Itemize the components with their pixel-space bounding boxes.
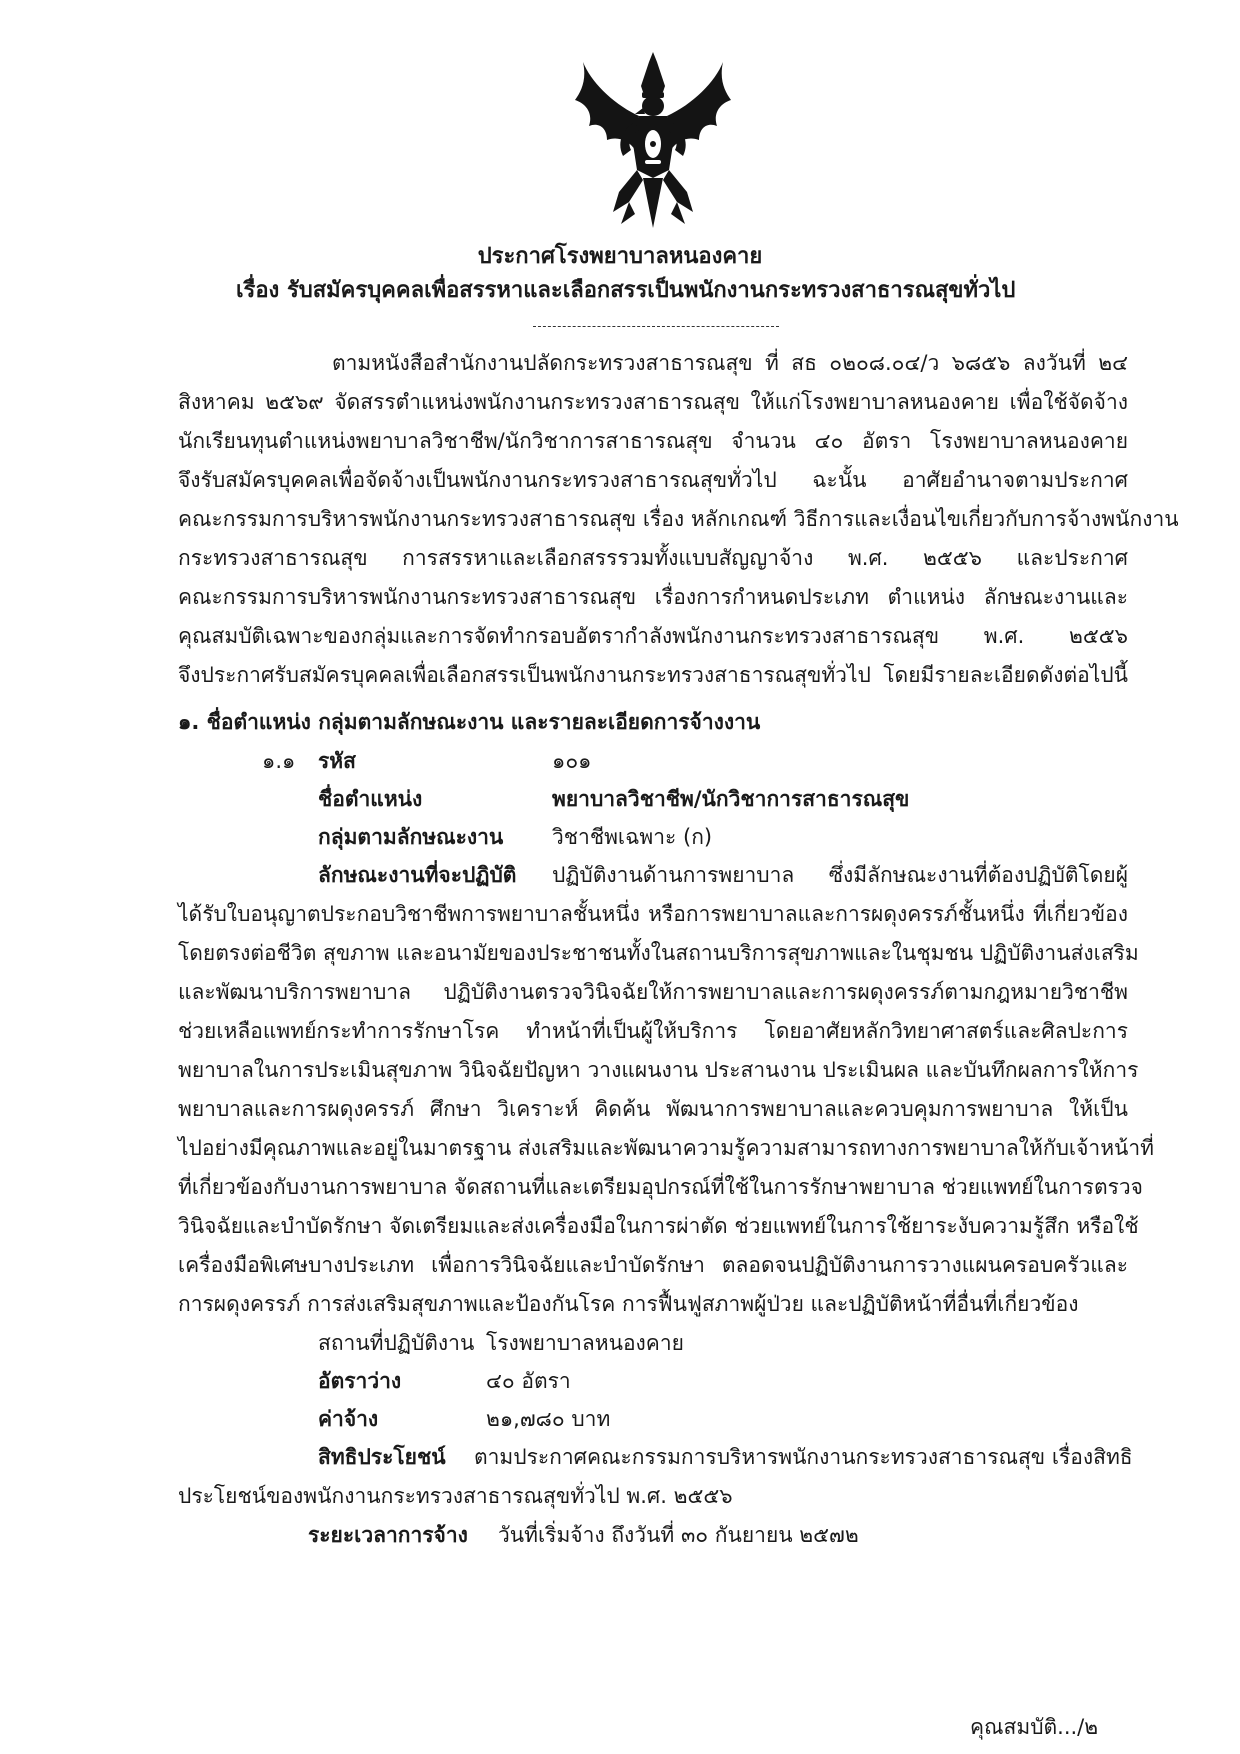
position-label: ชื่อตำแหน่ง bbox=[318, 787, 423, 811]
group-label: กลุ่มตามลักษณะงาน bbox=[318, 825, 504, 849]
garuda-emblem bbox=[573, 52, 733, 232]
duty-text-first: ปฏิบัติงานด้านการพยาบาล ซึ่งมีลักษณะงานที่ต้องปฏิบัติโดยผู้ bbox=[552, 863, 1128, 887]
duty-text-line: พยาบาลและการผดุงครรภ์ ศึกษา วิเคราะห์ คิดค้น พัฒนาการพยาบาลและควบคุมการพยาบาล ให้เป็น bbox=[178, 1097, 1128, 1121]
intro-line: กระทรวงสาธารณสุข การสรรหาและเลือกสรรรวมทั้งแบบสัญญาจ้าง พ.ศ. ๒๕๕๖ และประกาศ bbox=[178, 546, 1128, 570]
intro-line: สิงหาคม ๒๕๖๙ จัดสรรตำแหน่งพนักงานกระทรวงสาธารณสุข ให้แก่โรงพยาบาลหนองคาย เพื่อใช้จัดจ้าง bbox=[178, 390, 1128, 414]
duty-text-line: ช่วยเหลือแพทย์กระทำการรักษาโรค ทำหน้าที่เป็นผู้ให้บริการ โดยอาศัยหลักวิทยาศาสตร์และศิลปะการ bbox=[178, 1019, 1128, 1043]
wage-value: ๒๑,๗๘๐ บาท bbox=[486, 1407, 611, 1431]
intro-line: คณะกรรมการบริหารพนักงานกระทรวงสาธารณสุข เรื่อง หลักเกณฑ์ วิธีการและเงื่อนไขเกี่ยวกับการจ้างพนักงาน bbox=[178, 507, 1179, 531]
benefit-text-first: ตามประกาศคณะกรรมการบริหารพนักงานกระทรวงสาธารณสุข เรื่องสิทธิ bbox=[474, 1445, 1133, 1469]
intro-line: จึงประกาศรับสมัครบุคคลเพื่อเลือกสรรเป็นพนักงานกระทรวงสาธารณสุขทั่วไป โดยมีรายละเอียดดังต่อไปนี้ bbox=[178, 663, 1128, 687]
intro-line: จึงรับสมัครบุคคลเพื่อจัดจ้างเป็นพนักงานกระทรวงสาธารณสุขทั่วไป ฉะนั้น อาศัยอำนาจตามประกาศ bbox=[178, 468, 1128, 492]
duty-text-line: พยาบาลในการประเมินสุขภาพ วินิจฉัยปัญหา วางแผนงาน ประสานงาน ประเมินผล และบันทึกผลการให้การ bbox=[178, 1058, 1139, 1082]
announcement-subject: เรื่อง รับสมัครบุคคลเพื่อสรรหาและเลือกสรรเป็นพนักงานกระทรวงสาธารณสุขทั่วไป bbox=[236, 278, 1016, 303]
duty-text-line: การผดุงครรภ์ การส่งเสริมสุขภาพและป้องกันโรค การฟื้นฟูสภาพผู้ป่วย และปฏิบัติหน้าที่อื่นที่เกี่ยวข้อง bbox=[178, 1292, 1079, 1316]
duty-text-line: ไปอย่างมีคุณภาพและอยู่ในมาตรฐาน ส่งเสริมและพัฒนาความรู้ความสามารถทางการพยาบาลให้กับเจ้าหน้าที่ bbox=[178, 1136, 1155, 1160]
duty-text-line: ที่เกี่ยวข้องกับงานการพยาบาล จัดสถานที่และเตรียมอุปกรณ์ที่ใช้ในการรักษาพยาบาล ช่วยแพทย์ในการตรวจ bbox=[178, 1175, 1143, 1199]
vacancy-label: อัตราว่าง bbox=[318, 1369, 402, 1393]
benefit-text-second: ประโยชน์ของพนักงานกระทรวงสาธารณสุขทั่วไป พ.ศ. ๒๕๕๖ bbox=[178, 1484, 733, 1508]
intro-line: นักเรียนทุนตำแหน่งพยาบาลวิชาชีพ/นักวิชาการสาธารณสุข จำนวน ๔๐ อัตรา โรงพยาบาลหนองคาย bbox=[178, 429, 1128, 453]
duty-text-line: เครื่องมือพิเศษบางประเภท เพื่อการวินิจฉัยและบำบัดรักษา ตลอดจนปฏิบัติงานการวางแผนครอบครัวและ bbox=[178, 1253, 1128, 1277]
code-label: รหัส bbox=[318, 749, 356, 773]
workplace-value: โรงพยาบาลหนองคาย bbox=[486, 1331, 684, 1355]
code-value: ๑๐๑ bbox=[552, 749, 592, 773]
continuation-marker: คุณสมบัติ.../๒ bbox=[970, 1715, 1099, 1739]
section-1-heading: ๑. ชื่อตำแหน่ง กลุ่มตามลักษณะงาน และรายละเอียดการจ้างงาน bbox=[178, 710, 761, 734]
intro-line: คณะกรรมการบริหารพนักงานกระทรวงสาธารณสุข เรื่องการกำหนดประเภท ตำแหน่ง ลักษณะงานและ bbox=[178, 585, 1128, 609]
group-value: วิชาชีพเฉพาะ (ก) bbox=[552, 825, 713, 849]
duty-text-line: วินิจฉัยและบำบัดรักษา จัดเตรียมและส่งเครื่องมือในการผ่าตัด ช่วยแพทย์ในการใช้ยาระงับความรู้สึก หรือใช้ bbox=[178, 1214, 1139, 1238]
position-value: พยาบาลวิชาชีพ/นักวิชาการสาธารณสุข bbox=[552, 787, 910, 811]
period-label: ระยะเวลาการจ้าง bbox=[308, 1523, 468, 1547]
intro-line: คุณสมบัติเฉพาะของกลุ่มและการจัดทำกรอบอัตรากำลังพนักงานกระทรวงสาธารณสุข พ.ศ. ๒๕๕๖ bbox=[178, 624, 1128, 648]
duty-label: ลักษณะงานที่จะปฏิบัติ bbox=[318, 863, 517, 887]
workplace-label: สถานที่ปฏิบัติงาน bbox=[318, 1331, 475, 1355]
title-divider bbox=[533, 326, 779, 327]
period-value: วันที่เริ่มจ้าง ถึงวันที่ ๓๐ กันยายน ๒๕๗๒ bbox=[498, 1523, 859, 1547]
intro-line: ตามหนังสือสำนักงานปลัดกระทรวงสาธารณสุข ที่ สธ ๐๒๐๘.๐๔/ว ๖๘๕๖ ลงวันที่ ๒๔ bbox=[332, 351, 1128, 375]
duty-text-line: โดยตรงต่อชีวิต สุขภาพ และอนามัยของประชาชนทั้งในสถานบริการสุขภาพและในชุมชน ปฏิบัติงานส่งเสริม bbox=[178, 941, 1139, 965]
benefit-label: สิทธิประโยชน์ bbox=[318, 1445, 446, 1469]
announcement-title: ประกาศโรงพยาบาลหนองคาย bbox=[477, 244, 763, 269]
duty-text-line: และพัฒนาบริการพยาบาล ปฏิบัติงานตรวจวินิจฉัยให้การพยาบาลและการผดุงครรภ์ตามกฎหมายวิชาชีพ bbox=[178, 980, 1128, 1004]
vacancy-value: ๔๐ อัตรา bbox=[486, 1369, 571, 1393]
item-number: ๑.๑ bbox=[262, 749, 296, 773]
duty-text-line: ได้รับใบอนุญาตประกอบวิชาชีพการพยาบาลชั้นหนึ่ง หรือการพยาบาลและการผดุงครรภ์ชั้นหนึ่ง ที่เกี่ยวข้อง bbox=[178, 902, 1128, 926]
wage-label: ค่าจ้าง bbox=[318, 1407, 379, 1431]
